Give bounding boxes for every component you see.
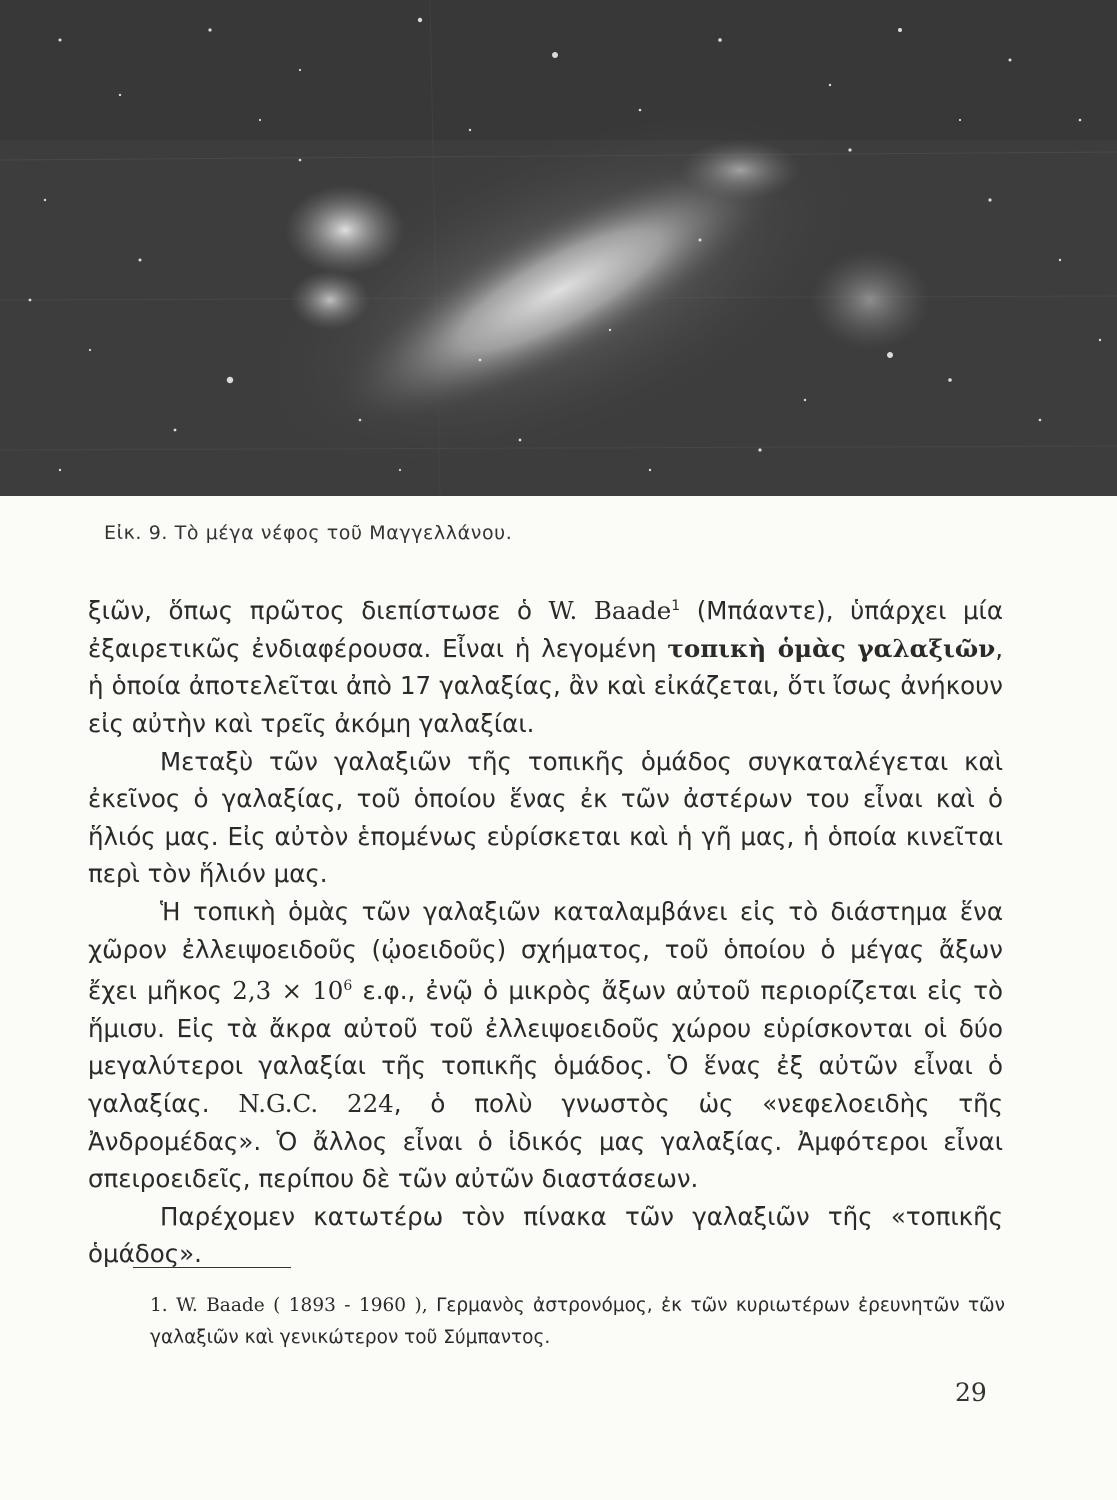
- footnote-ref: 1: [671, 598, 681, 614]
- axis-length-exponent: 6: [343, 978, 353, 995]
- paragraph-1: [88, 588, 1003, 743]
- paragraph-3-text-c: , ὁ πολὺ γνωστὸς ὡς «νεφελοειδὴς τῆς Ἀνδρομέδας». Ὁ ἄλλος εἶναι ὁ ἰδικός μας γαλαξίας. Ἀμφότεροι εἶναι σπειροειδεῖς, περίπου δὲ τῶν αὐτῶν διαστάσεων.: [88, 1089, 1004, 1194]
- footnote-number: 1.: [150, 1295, 168, 1316]
- footnote: [150, 1290, 1005, 1354]
- ngc-224-label: N.G.C. 224: [238, 1089, 394, 1119]
- footnote-text: Γερμανὸς ἀστρονόμος, ἐκ τῶν κυριωτέρων ἐρευνητῶν τῶν γαλαξιῶν καὶ γενικώτερον τοῦ Σύμπαντος.: [150, 1295, 1005, 1348]
- local-group-term: τοπικὴ ὁμὰς γαλαξιῶν: [667, 633, 996, 663]
- footnote-name: W. Baade ( 1893 - 1960 ),: [176, 1295, 428, 1316]
- footnote-divider: [133, 1267, 291, 1268]
- figure-caption: Εἰκ. 9. Τὸ μέγα νέφος τοῦ Μαγγελλάνου.: [104, 522, 513, 544]
- paragraph-3-text-b: ε.φ., ἐνῷ ὁ μικρὸς ἄξων αὐτοῦ περιορίζεται εἰς τὸ ἥμισυ. Εἰς τὰ ἄκρα αὐτοῦ τοῦ ἐλλειψοειδοῦς χώρου εὑρίσκονται οἱ δύο μεγαλύτεροι γαλαξίαι τῆς τοπικῆς ὁμάδος. Ὁ ἕνας ἐξ αὐτῶν εἶναι ὁ γαλαξίας.: [88, 976, 1003, 1119]
- paragraph-4: Παρέχομεν κατωτέρω τὸν πίνακα τῶν γαλαξιῶν τῆς «τοπικῆς ὁμάδος».: [88, 1201, 1003, 1269]
- body-text: [88, 588, 1003, 1273]
- paragraph-1-text-c: (Μπάαντε), ὑπάρχει μία ἐξαιρετικῶς ἐνδιαφέρουσα. Εἶναι ἡ λεγομένη: [88, 596, 1003, 663]
- magellanic-cloud-photo: [0, 0, 1117, 496]
- paragraph-1-text-d: , ἡ ὁποία ἀποτελεῖται ἀπὸ 17 γαλαξίας, ἂν καὶ εἰκάζεται, ὅτι ἴσως ἀνήκουν εἰς αὐτὴν καὶ τρεῖς ἀκόμη γαλαξίαι.: [88, 633, 1003, 738]
- paragraph-1-text-a: ξιῶν, ὅπως πρῶτος διεπίστωσε ὁ: [88, 596, 549, 626]
- axis-length-value: 2,3 × 10: [232, 976, 344, 1006]
- baade-name: W. Baade: [548, 596, 672, 626]
- paragraph-3: [88, 893, 1003, 1198]
- galaxy-image: [0, 0, 1117, 496]
- page-number: 29: [955, 1378, 987, 1407]
- paragraph-3-text-a: Ἡ τοπικὴ ὁμὰς τῶν γαλαξιῶν καταλαμβάνει εἰς τὸ διάστημα ἕνα χῶρον ἐλλειψοειδοῦς (ᾠοειδοῦς) σχήματος, τοῦ ὁποίου ὁ μέγας ἄξων ἔχει μῆκος: [88, 896, 1003, 1006]
- paragraph-2: Μεταξὺ τῶν γαλαξιῶν τῆς τοπικῆς ὁμάδος συγκαταλέγεται καὶ ἐκεῖνος ὁ γαλαξίας, τοῦ ὁποίου ἕνας ἐκ τῶν ἀστέρων του εἶναι καὶ ὁ ἥλιός μας. Εἰς αὐτὸν ἑπομένως εὑρίσκεται καὶ ἡ γῆ μας, ἡ ὁποία κινεῖται περὶ τὸν ἥλιόν μας.: [88, 746, 1003, 889]
